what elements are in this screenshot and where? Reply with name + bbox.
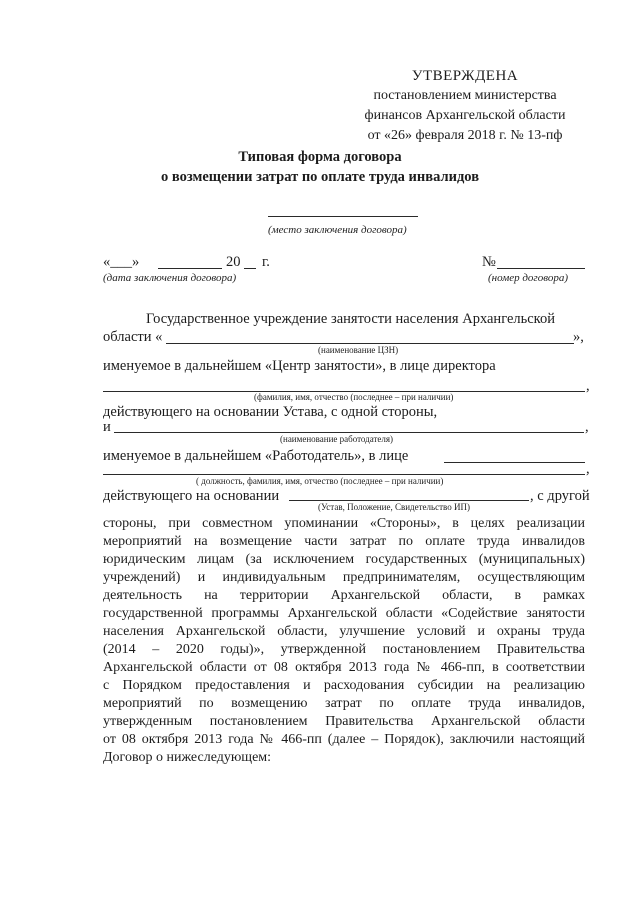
preamble-line: учреждений) и индивидуальным предпринимателям, осуществляющим — [103, 570, 585, 585]
date-day: «___» — [103, 254, 140, 270]
preamble-line: юридическим лицам (за исключением государственных (муниципальных) — [103, 552, 585, 567]
date-month-line[interactable] — [158, 268, 222, 269]
preamble-line: стороны, при совместном упоминании «Стороны», в целях реализации — [103, 516, 585, 531]
preamble-line: от 08 октября 2013 года № 466-пп (далее – Порядок), заключили настоящий — [103, 732, 585, 747]
preamble-paragraph — [103, 515, 585, 767]
preamble-line: деятельность на территории Архангельской области, в рамках — [103, 588, 585, 603]
approval-line-3: от «26» февраля 2018 г. № 13-пф — [367, 128, 563, 143]
employer-caption: (наименование работодателя) — [280, 434, 394, 444]
approval-line-1: постановлением министерства — [373, 88, 557, 103]
parties-row-6-start: и — [103, 419, 111, 435]
parties-row-2-end: », — [573, 329, 584, 345]
parties-row-9-end: , с другой — [530, 488, 590, 504]
preamble-line: населения Архангельской области, улучшение условий и охраны труда — [103, 624, 585, 639]
preamble-line: утвержденным постановлением Правительства Архангельской области — [103, 714, 585, 729]
parties-row-3: именуемое в дальнейшем «Центр занятости», в лице директора — [103, 358, 496, 374]
basis-caption: (Устав, Положение, Свидетельство ИП) — [318, 502, 470, 512]
date-caption: (дата заключения договора) — [103, 272, 237, 284]
parties-row-1: Государственное учреждение занятости населения Архангельской — [146, 311, 555, 327]
date-year: 20 — [226, 254, 241, 270]
employer-name-line[interactable] — [114, 432, 584, 433]
parties-row-7: именуемое в дальнейшем «Работодатель», в лице — [103, 448, 409, 464]
czn-name-line[interactable] — [166, 343, 574, 344]
place-caption: (место заключения договора) — [268, 224, 407, 236]
parties-row-9-start: действующего на основании — [103, 488, 280, 504]
parties-row-5: действующего на основании Устава, с одной стороны, — [103, 404, 438, 420]
representative-line-2[interactable] — [103, 474, 585, 475]
date-year-line[interactable] — [244, 268, 256, 269]
parties-row-4-end: , — [586, 378, 590, 394]
number-sign: № — [482, 254, 496, 270]
document-subtitle: о возмещении затрат по оплате труда инвалидов — [160, 169, 480, 185]
number-field-line[interactable] — [497, 268, 585, 269]
representative-caption: ( должность, фамилия, имя, отчество (последнее – при наличии) — [196, 476, 444, 486]
approval-line-2: финансов Архангельской области — [364, 108, 566, 123]
preamble-line: Договор о нижеследующем: — [103, 750, 272, 765]
number-caption: (номер договора) — [488, 272, 569, 284]
preamble-line: с Порядком предоставления и расходования субсидии на реализацию — [103, 678, 585, 693]
preamble-line: Архангельской области от 08 октября 2013 года № 466-пп, в соответствии — [103, 660, 585, 675]
preamble-line: мероприятий на возмещение части затрат по оплате труда инвалидов — [103, 534, 585, 549]
preamble-line: (2014 – 2020 годы)», утвержденной постановлением Правительства — [103, 642, 585, 657]
document-title: Типовая форма договора — [238, 149, 402, 165]
approval-stamp — [330, 66, 600, 146]
representative-line-1[interactable] — [444, 462, 585, 463]
director-caption: (фамилия, имя, отчество (последнее – при наличии) — [254, 392, 454, 402]
date-suffix: г. — [262, 254, 270, 270]
approval-title: УТВЕРЖДЕНА — [411, 68, 519, 84]
parties-row-2-start: области « — [103, 329, 163, 345]
czn-caption: (наименование ЦЗН) — [318, 345, 399, 355]
parties-row-8-end: , — [586, 461, 590, 477]
preamble-line: мероприятий по возмещению затрат по оплате труда инвалидов, — [103, 696, 585, 711]
basis-field-line[interactable] — [289, 500, 529, 501]
parties-row-6-end: , — [585, 419, 589, 435]
place-field-line[interactable] — [268, 216, 418, 217]
preamble-line: государственной программы Архангельской области «Содействие занятости — [103, 606, 585, 621]
